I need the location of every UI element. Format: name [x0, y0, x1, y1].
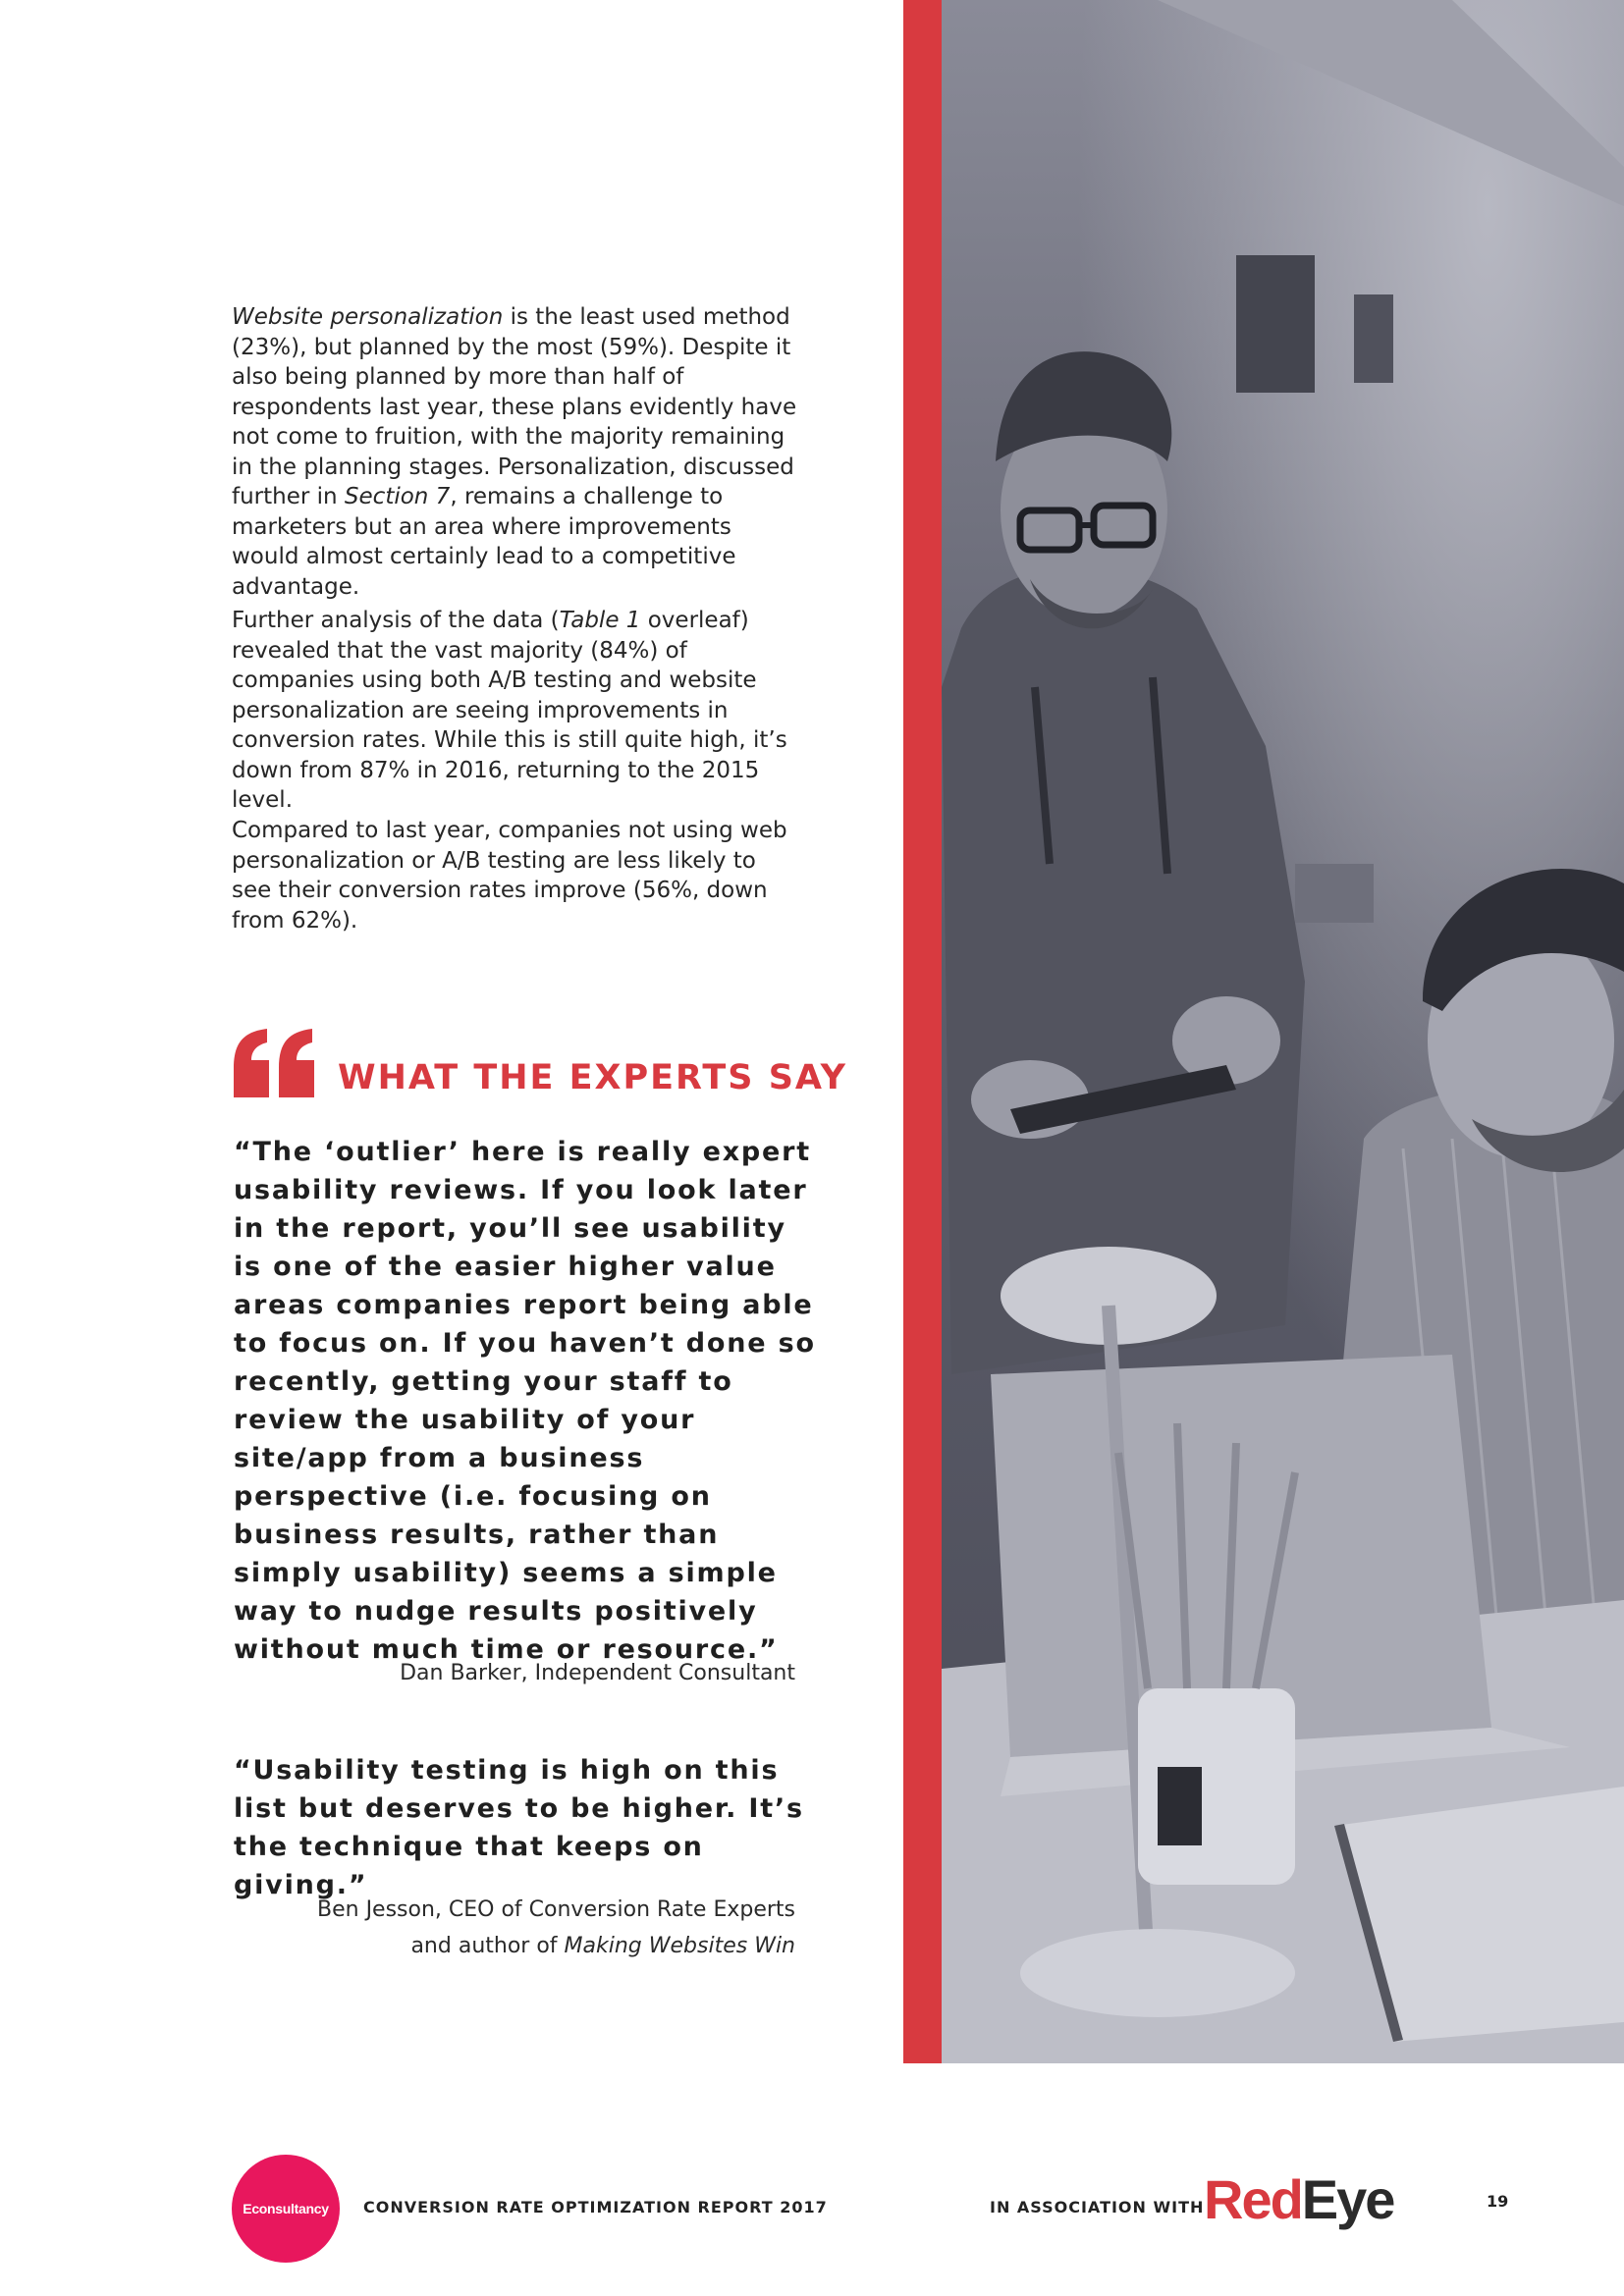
quote-mark-icon [232, 1029, 316, 1099]
emphasis: Table 1 [559, 608, 641, 633]
emphasis: Website personalization [232, 304, 504, 330]
attribution-line: Ben Jesson, CEO of Conversion Rate Experts [317, 1897, 795, 1922]
attribution-line-prefix: and author of [410, 1934, 565, 1958]
experts-title: WHAT THE EXPERTS SAY [338, 1058, 847, 1097]
accent-bar [903, 0, 942, 2063]
redeye-logo [1204, 2167, 1393, 2231]
book-title: Making Websites Win [564, 1934, 795, 1958]
redeye-logo-dark: Eye [1301, 2168, 1394, 2230]
experts-section-header [232, 1029, 847, 1099]
expert-quote-jesson: “Usability testing is high on this list but deserves to be higher. It’s the technique that keeps on giving.” [234, 1755, 804, 1900]
body-text-span: overleaf) revealed that the vast majority (84%) of companies using both A/B testing and website personalization are seeing improvements in conversion rates. While this is still quite high, it’s down from 87% in 2016, returning to the 2015 level. [232, 608, 787, 813]
report-title: CONVERSION RATE OPTIMIZATION REPORT 2017 [363, 2198, 828, 2216]
econsultancy-logo: Econsultancy [232, 2155, 340, 2263]
body-text-span: Further analysis of the data ( [232, 608, 560, 633]
quote-attribution-barker: Dan Barker, Independent Consultant [400, 1661, 795, 1685]
expert-quote-barker: “The ‘outlier’ here is really expert usability reviews. If you look later in the report, you’ll see usability is one of the easier higher value areas companies report being able to focus on. If you haven’t done so recently, getting your staff to review the usability of your site/app from a business perspective (i.e. focusing on business results, rather than simply usability) seems a simple way to nudge results positively without much time or resource.” [234, 1137, 816, 1665]
body-paragraph-comparison: Compared to last year, companies not using web personalization or A/B testing are less likely to see their conversion rates improve (56%, down from 62%). [232, 818, 787, 934]
body-paragraph-analysis [232, 606, 801, 816]
body-text-span: , remains a challenge to marketers but an area where improvements would almost certainly lead to a competitive advantage. [232, 484, 736, 600]
body-paragraph-personalization [232, 302, 801, 602]
emphasis: Section 7 [344, 484, 451, 509]
association-label: IN ASSOCIATION WITH [990, 2198, 1205, 2216]
office-photo [942, 0, 1624, 2063]
office-photo-illustration [942, 0, 1624, 2063]
page-number: 19 [1487, 2192, 1509, 2211]
redeye-logo-red: Red [1204, 2168, 1302, 2230]
body-text-span: is the least used method (23%), but planned by the most (59%). Despite it also being planned by more than half of respondents last year, these plans evidently have not come to fruition, with the majority remaining in the planning stages. Personalization, discussed further in [232, 304, 797, 509]
quote-attribution-jesson [206, 1892, 795, 1964]
